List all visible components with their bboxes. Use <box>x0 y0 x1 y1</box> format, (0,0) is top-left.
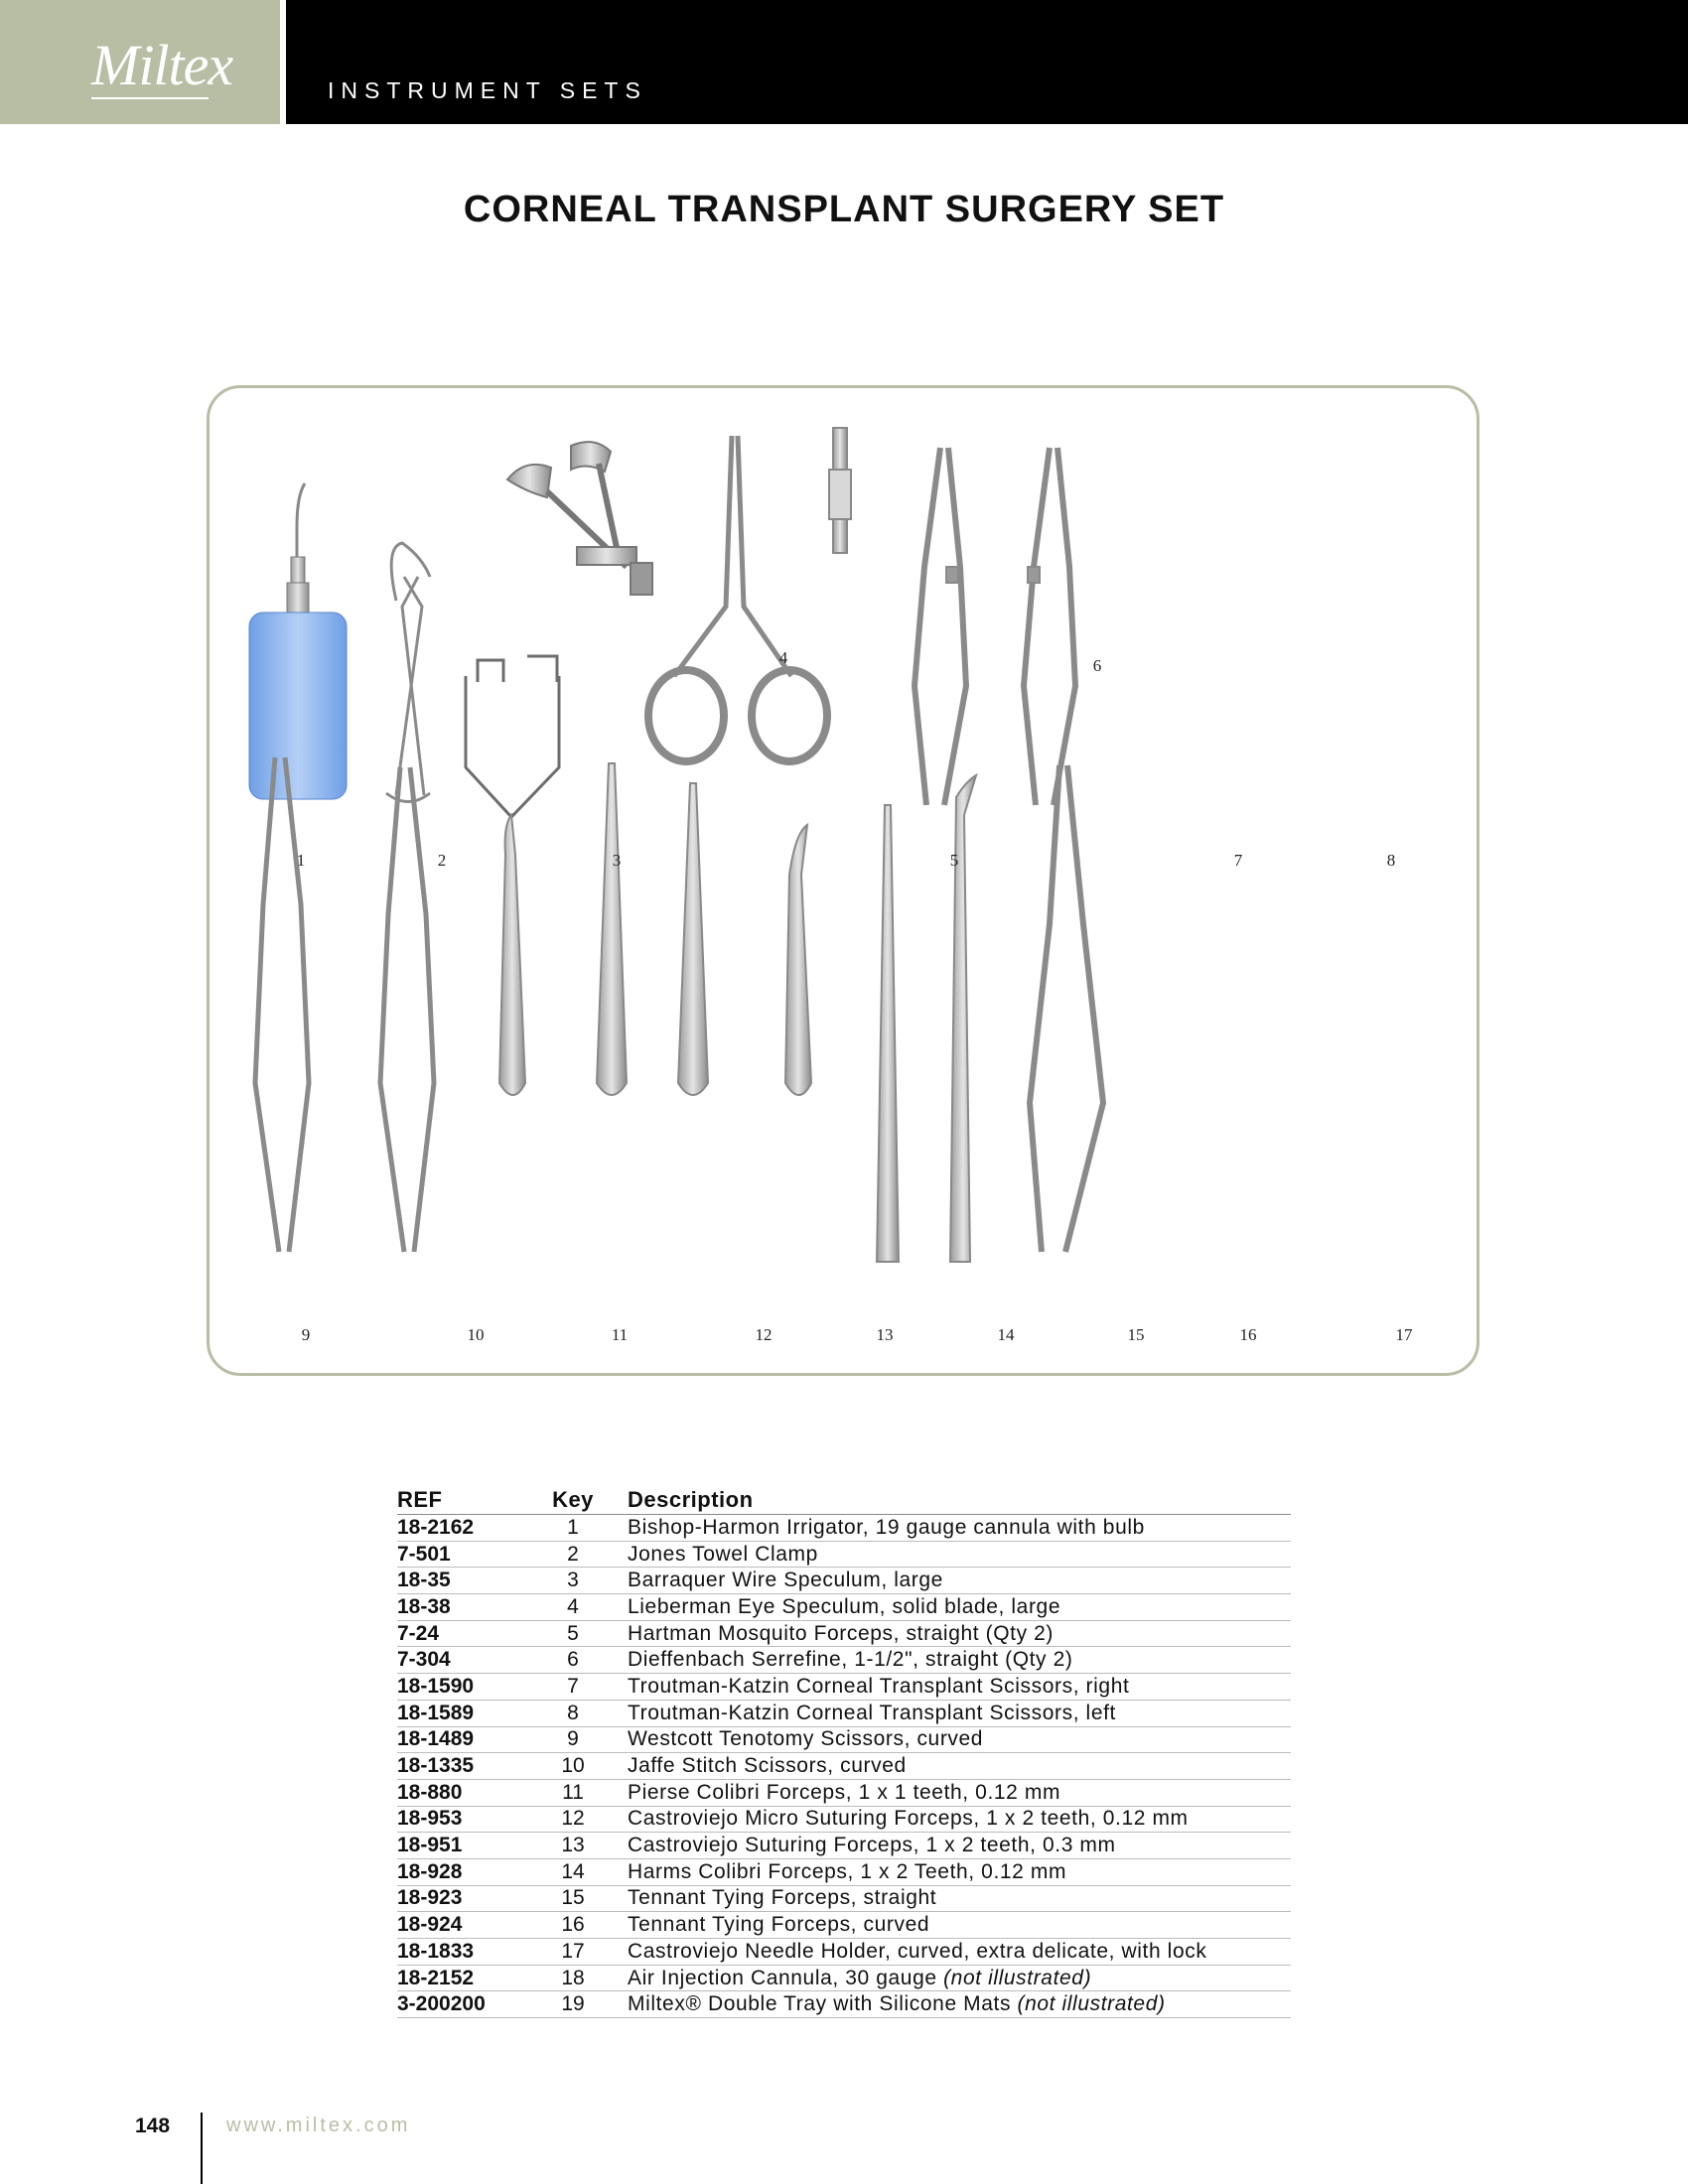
instrument-15-tennant-forceps-straight <box>877 805 899 1262</box>
instrument-label: 6 <box>1092 656 1102 675</box>
cell-description <box>618 1541 1291 1568</box>
instrument-label: 17 <box>1395 1325 1413 1344</box>
cell-key: 10 <box>528 1753 618 1780</box>
instrument-14-harms-forceps <box>785 825 811 1095</box>
table-row <box>397 1594 1291 1621</box>
table-row <box>397 1833 1291 1859</box>
brand-logo: Miltex <box>91 33 233 97</box>
cell-description <box>618 1939 1291 1966</box>
instrument-label: 7 <box>1233 851 1243 870</box>
cell-ref: 18-35 <box>397 1568 528 1594</box>
cell-description <box>618 1779 1291 1806</box>
instrument-label: 10 <box>467 1325 485 1344</box>
description-text: Castroviejo Micro Suturing Forceps, 1 x 2 teeth, 0.12 mm <box>628 1807 1189 1831</box>
description-text: Bishop-Harmon Irrigator, 19 gauge cannula with bulb <box>628 1515 1145 1539</box>
page-title: CORNEAL TRANSPLANT SURGERY SET <box>463 189 1225 230</box>
cell-ref: 18-1590 <box>397 1674 528 1701</box>
cell-description <box>618 1515 1291 1542</box>
cell-ref: 18-880 <box>397 1779 528 1806</box>
instrument-table <box>397 1487 1291 2018</box>
table-row <box>397 1515 1291 1542</box>
cell-description <box>618 1833 1291 1859</box>
cell-description <box>618 1594 1291 1621</box>
instrument-4-lieberman-speculum <box>507 442 652 595</box>
description-text: Lieberman Eye Speculum, solid blade, large <box>628 1594 1061 1618</box>
table-header-row <box>397 1487 1291 1515</box>
instrument-9-westcott-scissors <box>255 757 309 1252</box>
cell-key: 5 <box>528 1620 618 1647</box>
description-text: Pierse Colibri Forceps, 1 x 1 teeth, 0.12 mm <box>628 1780 1061 1804</box>
instrument-label: 16 <box>1239 1325 1257 1344</box>
cell-description <box>618 1991 1291 2018</box>
instrument-16-tennant-forceps-curved <box>950 775 976 1262</box>
cell-key: 4 <box>528 1594 618 1621</box>
table-row <box>397 1726 1291 1753</box>
table-row <box>397 1806 1291 1833</box>
cell-description <box>618 1620 1291 1647</box>
cell-key: 17 <box>528 1939 618 1966</box>
table-row <box>397 1674 1291 1701</box>
table-row <box>397 1991 1291 2018</box>
table-row <box>397 1647 1291 1674</box>
instrument-11-pierse-forceps <box>499 815 525 1095</box>
instrument-illustration <box>207 385 1479 1376</box>
cell-key: 3 <box>528 1568 618 1594</box>
description-text: Air Injection Cannula, 30 gauge <box>628 1966 944 1989</box>
cell-key: 12 <box>528 1806 618 1833</box>
instrument-label: 9 <box>301 1325 311 1344</box>
cell-ref: 18-2162 <box>397 1515 528 1542</box>
description-text: Barraquer Wire Speculum, large <box>628 1569 943 1592</box>
table-row <box>397 1620 1291 1647</box>
brand-logo-block <box>0 0 280 124</box>
table-body <box>397 1515 1291 2018</box>
table-row <box>397 1858 1291 1885</box>
cell-description <box>618 1726 1291 1753</box>
cell-description <box>618 1568 1291 1594</box>
table-row <box>397 1912 1291 1939</box>
cell-ref: 18-923 <box>397 1885 528 1912</box>
cell-ref: 18-2152 <box>397 1965 528 1991</box>
table-row <box>397 1753 1291 1780</box>
cell-key: 2 <box>528 1541 618 1568</box>
cell-ref: 7-304 <box>397 1647 528 1674</box>
cell-key: 13 <box>528 1833 618 1859</box>
cell-ref: 3-200200 <box>397 1991 528 2018</box>
cell-ref: 18-1833 <box>397 1939 528 1966</box>
instrument-13-castroviejo-forceps <box>678 783 708 1095</box>
cell-key: 7 <box>528 1674 618 1701</box>
column-header-description: Description <box>618 1487 1291 1515</box>
column-header-ref: REF <box>397 1487 528 1515</box>
cell-ref: 7-24 <box>397 1620 528 1647</box>
cell-ref: 18-924 <box>397 1912 528 1939</box>
instrument-5-mosquito-forceps <box>648 436 827 761</box>
description-text: Miltex® Double Tray with Silicone Mats <box>628 1992 1018 2016</box>
cell-ref: 18-951 <box>397 1833 528 1859</box>
cell-key: 18 <box>528 1965 618 1991</box>
description-text: Troutman-Katzin Corneal Transplant Scissors, right <box>628 1674 1130 1698</box>
table-row <box>397 1568 1291 1594</box>
cell-description <box>618 1885 1291 1912</box>
page-number: 148 <box>135 2115 171 2137</box>
cell-key: 15 <box>528 1885 618 1912</box>
description-text: Castroviejo Needle Holder, curved, extra delicate, with lock <box>628 1939 1207 1963</box>
instrument-3-wire-speculum <box>466 656 559 817</box>
description-text: Jones Towel Clamp <box>628 1542 818 1566</box>
instrument-label: 5 <box>949 851 959 870</box>
instrument-label: 11 <box>611 1325 629 1344</box>
cell-ref: 18-1335 <box>397 1753 528 1780</box>
cell-description <box>618 1806 1291 1833</box>
instrument-label: 8 <box>1386 851 1396 870</box>
instrument-label: 12 <box>755 1325 773 1344</box>
cell-key: 6 <box>528 1647 618 1674</box>
description-text: Dieffenbach Serrefine, 1-1/2", straight (Qty 2) <box>628 1648 1073 1672</box>
footer-divider <box>201 2113 203 2184</box>
description-text: Tennant Tying Forceps, straight <box>628 1886 937 1910</box>
cell-ref: 18-38 <box>397 1594 528 1621</box>
table-row <box>397 1700 1291 1726</box>
description-text: Jaffe Stitch Scissors, curved <box>628 1754 907 1778</box>
description-text: Harms Colibri Forceps, 1 x 2 Teeth, 0.12 mm <box>628 1859 1067 1883</box>
instrument-label: 14 <box>997 1325 1015 1344</box>
cell-ref: 18-1489 <box>397 1726 528 1753</box>
table-row <box>397 1885 1291 1912</box>
description-text: Castroviejo Suturing Forceps, 1 x 2 teeth, 0.3 mm <box>628 1834 1116 1857</box>
description-text: Troutman-Katzin Corneal Transplant Scissors, left <box>628 1701 1116 1724</box>
instrument-17-needle-holder <box>1030 765 1103 1252</box>
table-row <box>397 1541 1291 1568</box>
description-text: Hartman Mosquito Forceps, straight (Qty 2) <box>628 1621 1054 1645</box>
column-header-key: Key <box>528 1487 618 1515</box>
cell-key: 8 <box>528 1700 618 1726</box>
cell-ref: 7-501 <box>397 1541 528 1568</box>
cell-description <box>618 1753 1291 1780</box>
instrument-1-irrigator <box>249 483 347 799</box>
instrument-label: 4 <box>778 648 788 667</box>
section-title: INSTRUMENT SETS <box>328 77 647 103</box>
description-text: Westcott Tenotomy Scissors, curved <box>628 1727 984 1751</box>
table-row <box>397 1965 1291 1991</box>
description-note: (not illustrated) <box>1017 1992 1166 2016</box>
cell-description <box>618 1912 1291 1939</box>
cell-ref: 18-928 <box>397 1858 528 1885</box>
instrument-12-castroviejo-micro-forceps <box>597 763 627 1095</box>
header-bar <box>286 0 1688 124</box>
cell-description <box>618 1674 1291 1701</box>
cell-description <box>618 1965 1291 1991</box>
cell-key: 14 <box>528 1858 618 1885</box>
instrument-label: 2 <box>437 851 447 870</box>
instrument-drawings <box>210 388 1482 1379</box>
instrument-8-scissors-left <box>1024 448 1075 805</box>
table-row <box>397 1779 1291 1806</box>
instrument-label: 3 <box>612 851 622 870</box>
instrument-2-towel-clamp <box>386 543 430 802</box>
cell-key: 11 <box>528 1779 618 1806</box>
description-text: Tennant Tying Forceps, curved <box>628 1913 930 1937</box>
cell-ref: 18-1589 <box>397 1700 528 1726</box>
instrument-label: 1 <box>296 851 306 870</box>
cell-description <box>618 1858 1291 1885</box>
footer-url: www.miltex.com <box>226 2115 411 2136</box>
cell-description <box>618 1700 1291 1726</box>
table-row <box>397 1939 1291 1966</box>
cell-key: 19 <box>528 1991 618 2018</box>
instrument-label: 15 <box>1127 1325 1145 1344</box>
cell-ref: 18-953 <box>397 1806 528 1833</box>
cell-key: 9 <box>528 1726 618 1753</box>
instrument-label: 13 <box>876 1325 894 1344</box>
instrument-10-jaffe-scissors <box>380 767 434 1252</box>
cell-description <box>618 1647 1291 1674</box>
cell-key: 16 <box>528 1912 618 1939</box>
logo-underline <box>91 97 209 99</box>
description-note: (not illustrated) <box>943 1966 1092 1989</box>
instrument-7-scissors-right <box>914 448 966 805</box>
instrument-6-serrefine <box>829 428 851 553</box>
cell-key: 1 <box>528 1515 618 1542</box>
